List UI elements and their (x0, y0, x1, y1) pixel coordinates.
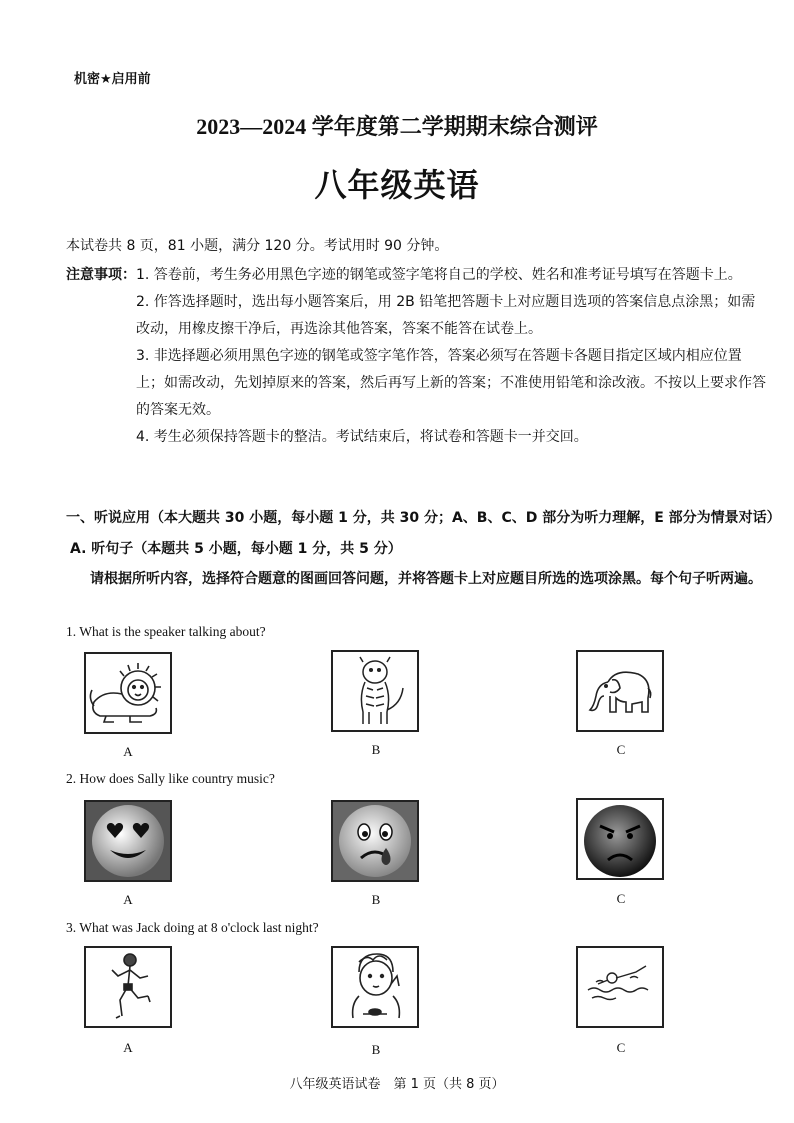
part-a-instruction: 请根据所听内容，选择符合题意的图画回答问题，并将答题卡上对应题目所选的选项涂黑。每个句子听两遍。 (90, 571, 762, 587)
running-boy-icon (84, 946, 172, 1028)
elephant-icon (576, 650, 664, 732)
confidential-mark: 机密★启用前 (74, 72, 151, 87)
note-item-2: 2. 作答选择题时，选出每小题答案后，用 2B 铅笔把答题卡上对应题目选项的答案信息点涂黑；如需改动，用橡皮擦干净后，再选涂其他答案，答案不能答在试卷上。 (136, 294, 756, 337)
q1-option-c: C (616, 742, 626, 757)
q2-option-b: B (371, 892, 381, 907)
note-item-4: 4. 考生必须保持答题卡的整洁。考试结束后，将试卷和答题卡一并交回。 (136, 429, 588, 445)
q1-option-a: A (123, 744, 133, 759)
lion-icon (84, 652, 172, 734)
exam-title: 2023—2024 学年度第二学期期末综合测评 (196, 114, 598, 139)
question-2-text: 2. How does Sally like country music? (66, 771, 275, 786)
notes-block (66, 262, 766, 451)
q1-option-b: B (371, 742, 381, 757)
q2-option-a: A (123, 892, 133, 907)
q3-option-c: C (616, 1040, 626, 1055)
part-a-title: A. 听句子（本题共 5 小题，每小题 1 分，共 5 分） (70, 541, 402, 557)
question-3-text: 3. What was Jack doing at 8 o'clock last night? (66, 920, 319, 935)
crying-face-icon (331, 800, 419, 882)
eating-boy-icon (331, 946, 419, 1028)
q3-option-b: B (371, 1042, 381, 1057)
q2-option-c: C (616, 891, 626, 906)
q3-option-a: A (123, 1040, 133, 1055)
page-footer: 八年级英语试卷 第 1 页（共 8 页） (289, 1077, 505, 1092)
subject-title: 八年级英语 (314, 166, 480, 204)
notes-heading: 注意事项： (66, 267, 136, 283)
exam-intro: 本试卷共 8 页，81 小题，满分 120 分。考试用时 90 分钟。 (66, 238, 449, 254)
angry-face-icon (576, 798, 664, 880)
question-1-text: 1. What is the speaker talking about? (66, 624, 266, 639)
section-heading: 一、听说应用（本大题共 30 小题，每小题 1 分，共 30 分；A、B、C、D 部分为听力理解，E 部分为情景对话） (66, 510, 781, 526)
note-item-3: 3. 非选择题必须用黑色字迹的钢笔或签字笔作答，答案必须写在答题卡各题目指定区域内相应位置上；如需改动，先划掉原来的答案，然后再写上新的答案；不准使用铅笔和涂改液。不按以上要求作答的答案无效。 (136, 348, 766, 418)
swimming-icon (576, 946, 664, 1028)
note-item-1: 1. 答卷前，考生务必用黑色字迹的钢笔或签字笔将自己的学校、姓名和准考证号填写在答题卡上。 (136, 267, 742, 283)
tiger-icon (331, 650, 419, 732)
heart-eyes-face-icon (84, 800, 172, 882)
